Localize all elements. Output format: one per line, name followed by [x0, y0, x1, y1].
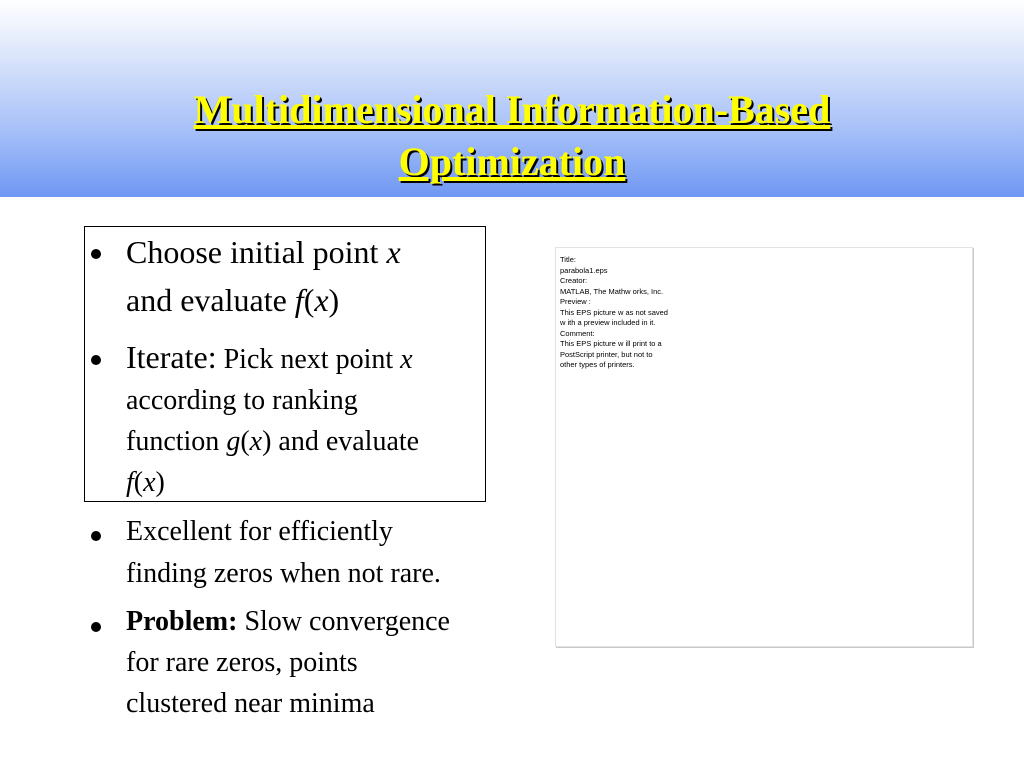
bullet-2-paren2-open: (: [133, 467, 144, 498]
bullet-2-paren-open: (: [240, 426, 250, 457]
eps-line: MATLAB, The Mathw orks, Inc.: [560, 286, 664, 296]
bullet-1-var-x2: x: [314, 282, 329, 318]
bullet-2-line-1: [126, 339, 413, 376]
bullet-4-lead: Problem:: [126, 606, 238, 637]
bullet-2-var-g: g: [226, 426, 241, 457]
bullet-4-line-1: [126, 606, 450, 638]
bullet-dot-4: [91, 622, 101, 632]
bullet-2-var-x: x: [400, 344, 413, 375]
bullet-2-text-3: function: [126, 426, 227, 457]
slide-title-line-2: Optimization: [398, 139, 626, 184]
bullet-4-line-3: clustered near minima: [126, 688, 375, 719]
bullet-2-text: Pick next point: [216, 344, 401, 375]
eps-line: Comment:: [560, 328, 595, 338]
bullet-4-line-2: for rare zeros, points: [126, 647, 358, 678]
eps-line: This EPS picture w as not saved: [560, 307, 668, 317]
bullet-2-line-4: [126, 467, 165, 499]
bullet-1-line-1: [126, 234, 401, 271]
bullet-2-var-x3: x: [143, 467, 156, 498]
eps-line: other types of printers.: [560, 360, 635, 369]
bullet-dot-1: [91, 249, 101, 259]
bullet-2-var-f: f: [126, 467, 134, 498]
bullet-2-lead: Iterate:: [126, 339, 217, 375]
bullet-2-text-3b: ) and evaluate: [262, 426, 420, 457]
eps-figure-placeholder: [555, 247, 973, 647]
eps-line: parabola1.eps: [560, 265, 608, 275]
bullet-dot-3: [91, 531, 101, 541]
eps-line: PostScript printer, but not to: [560, 349, 653, 359]
bullet-dot-2: [91, 355, 101, 365]
bullet-1-paren-open: (: [303, 282, 315, 318]
eps-line: This EPS picture w ill print to a: [560, 339, 662, 348]
bullet-1-var-x: x: [386, 234, 401, 270]
bullet-3-line-2: finding zeros when not rare.: [126, 558, 441, 589]
eps-preview-text: [560, 255, 668, 371]
bullet-2-paren2-close: ): [155, 467, 165, 498]
bullet-1-line-2: [126, 282, 339, 319]
bullet-1-var-f: f: [294, 282, 304, 318]
bullet-2-var-x2: x: [249, 426, 263, 457]
bullet-2-line-3: [126, 426, 419, 458]
bullet-1-paren-close: ): [328, 282, 340, 318]
eps-line: w ith a preview included in it.: [560, 318, 656, 327]
bullet-2-line-2: according to ranking: [126, 385, 358, 416]
slide-title: [0, 84, 1024, 188]
bullet-4-text: Slow convergence: [237, 606, 450, 637]
bullet-3-line-1: Excellent for efficiently: [126, 516, 393, 547]
bullet-1-text-2: and evaluate: [126, 282, 295, 318]
eps-line: Preview :: [560, 297, 591, 306]
slide-title-line-1: Multidimensional Information-Based: [193, 87, 831, 132]
bullet-1-text: Choose initial point: [126, 234, 387, 270]
eps-line: Creator:: [560, 276, 588, 285]
eps-line: Title:: [560, 255, 576, 264]
